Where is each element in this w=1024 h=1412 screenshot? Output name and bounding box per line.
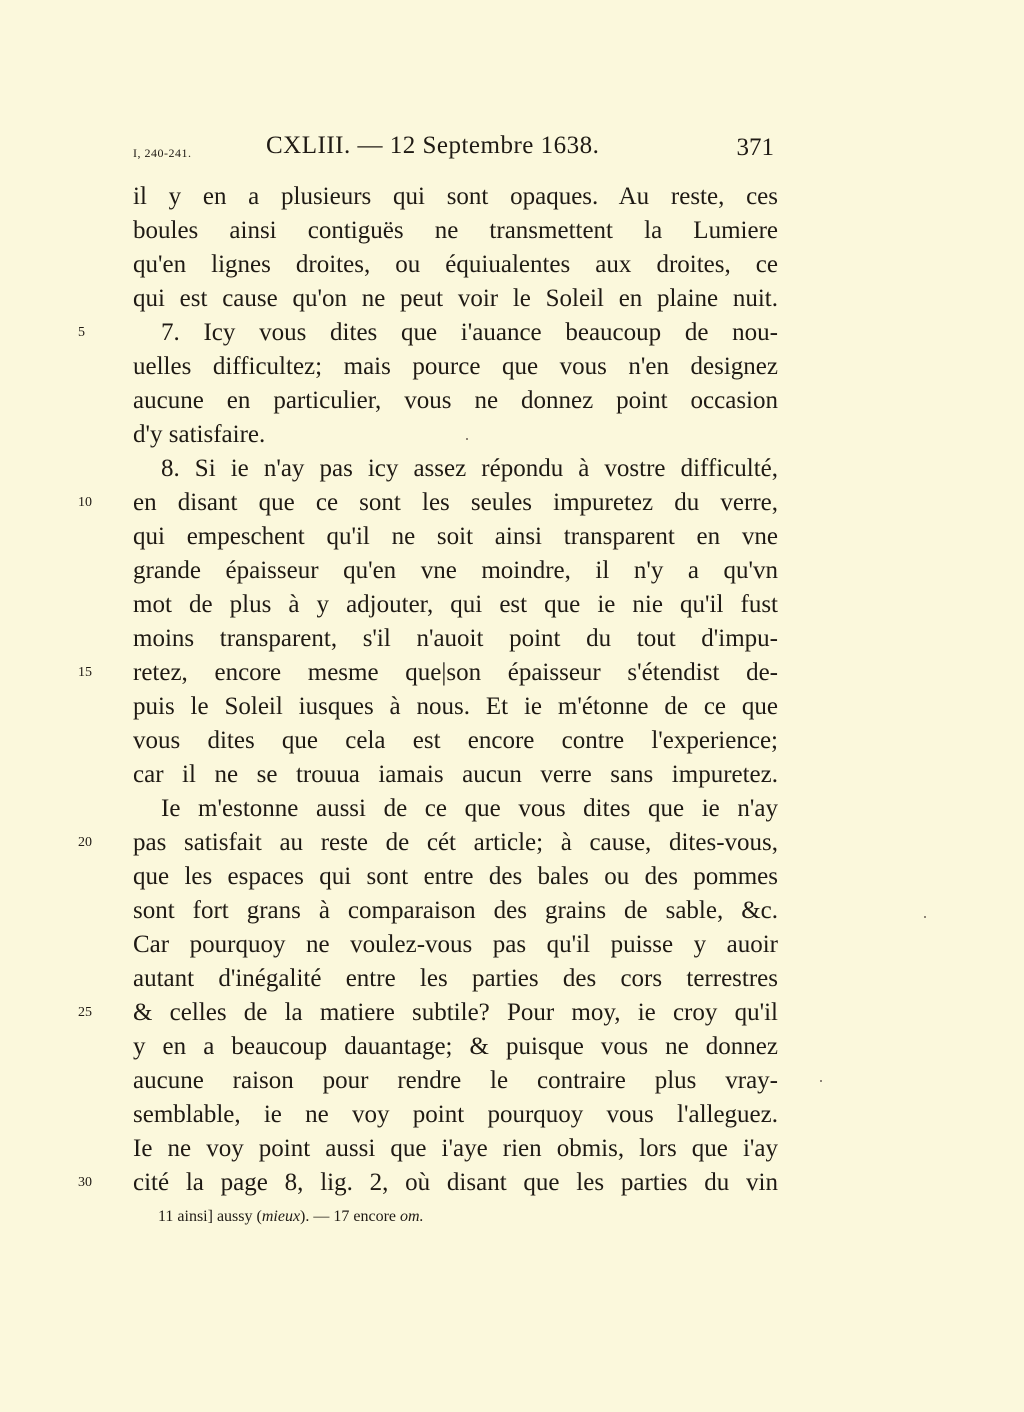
text-line	[133, 214, 778, 248]
line-number: 20	[78, 835, 92, 850]
line-text: Ie m'estonne aussi de ce que vous dites que ie n'ay	[161, 795, 778, 822]
text-line	[133, 894, 778, 928]
line-text: puis le Soleil iusques à nous. Et ie m'étonne de ce que	[133, 693, 778, 720]
volume-reference: I, 240-241.	[133, 146, 192, 160]
text-line	[78, 486, 778, 520]
text-line	[133, 520, 778, 554]
letter-title: CXLIII. — 12 Septembre 1638.	[266, 132, 600, 159]
text-line	[78, 316, 778, 350]
text-line	[133, 248, 778, 282]
line-text: pas satisfait au reste de cét article; à cause, dites-vous,	[133, 829, 778, 856]
line-text: & celles de la matiere subtile? Pour moy, ie croy qu'il	[133, 999, 778, 1026]
line-text: vous dites que cela est encore contre l'experience;	[133, 727, 778, 754]
text-line	[133, 1098, 778, 1132]
text-line	[133, 792, 778, 826]
text-line	[133, 724, 778, 758]
line-text: retez, encore mesme que|son épaisseur s'étendist de-	[133, 659, 778, 686]
footnote-text: ). — 17 encore	[300, 1208, 401, 1225]
running-header	[133, 132, 778, 168]
text-line	[133, 1132, 778, 1166]
line-text: sont fort grans à comparaison des grains de sable, &c.	[133, 897, 778, 924]
text-line	[133, 1030, 778, 1064]
line-text: il y en a plusieurs qui sont opaques. Au reste, ces	[133, 183, 778, 210]
line-text: uelles difficultez; mais pource que vous n'en designez	[133, 353, 778, 380]
line-text: moins transparent, s'il n'auoit point du tout d'impu-	[133, 625, 778, 652]
footnote-text: 11 ainsi] aussy (	[158, 1208, 262, 1225]
line-number: 30	[78, 1175, 92, 1190]
line-text: 7. Icy vous dites que i'auance beaucoup de nou-	[161, 319, 778, 346]
text-line	[78, 1166, 778, 1200]
text-line	[133, 418, 778, 452]
line-text: aucune en particulier, vous ne donnez point occasion	[133, 387, 778, 414]
line-text: boules ainsi contiguës ne transmettent la Lumiere	[133, 217, 778, 244]
text-line	[133, 588, 778, 622]
line-text: qui est cause qu'on ne peut voir le Soleil en plaine nuit.	[133, 285, 778, 312]
line-text: semblable, ie ne voy point pourquoy vous l'alleguez.	[133, 1101, 778, 1128]
text-line	[133, 690, 778, 724]
text-line	[133, 622, 778, 656]
paper-speck	[466, 438, 468, 440]
text-line	[133, 928, 778, 962]
line-text: qui empeschent qu'il ne soit ainsi transparent en vne	[133, 523, 778, 550]
line-number: 10	[78, 495, 92, 510]
text-line	[133, 860, 778, 894]
text-line	[133, 350, 778, 384]
text-line	[78, 656, 778, 690]
footnote-italic: mieux	[261, 1208, 301, 1225]
paper-speck	[924, 916, 926, 918]
line-text: autant d'inégalité entre les parties des cors terrestres	[133, 965, 778, 992]
text-line	[133, 384, 778, 418]
line-text: Car pourquoy ne voulez-vous pas qu'il puisse y auoir	[133, 931, 778, 958]
text-line	[133, 282, 778, 316]
text-line	[133, 1064, 778, 1098]
text-line	[133, 554, 778, 588]
paper-speck	[820, 1080, 822, 1082]
footnote	[158, 1208, 424, 1226]
line-text: cité la page 8, lig. 2, où disant que les parties du vin	[133, 1169, 778, 1196]
text-line	[133, 452, 778, 486]
line-text: qu'en lignes droites, ou équiualentes aux droites, ce	[133, 251, 778, 278]
line-text: que les espaces qui sont entre des bales ou des pommes	[133, 863, 778, 890]
text-line	[133, 758, 778, 792]
line-text: mot de plus à y adjouter, qui est que ie nie qu'il fust	[133, 591, 778, 618]
line-text: grande épaisseur qu'en vne moindre, il n'y a qu'vn	[133, 557, 778, 584]
line-text: car il ne se trouua iamais aucun verre sans impuretez.	[133, 761, 778, 788]
footnote-italic: om.	[400, 1208, 424, 1225]
line-text: Ie ne voy point aussi que i'aye rien obmis, lors que i'ay	[133, 1135, 778, 1162]
line-number: 5	[78, 325, 85, 340]
letter-body	[78, 180, 778, 1200]
line-number: 15	[78, 665, 92, 680]
text-line	[133, 962, 778, 996]
text-line	[78, 826, 778, 860]
line-text: d'y satisfaire.	[133, 421, 266, 448]
page-number: 371	[736, 134, 774, 161]
line-number: 25	[78, 1005, 92, 1020]
text-line	[133, 180, 778, 214]
line-text: y en a beaucoup dauantage; & puisque vous ne donnez	[133, 1033, 778, 1060]
text-line	[78, 996, 778, 1030]
line-text: 8. Si ie n'ay pas icy assez répondu à vostre difficulté,	[161, 455, 778, 482]
line-text: en disant que ce sont les seules impuretez du verre,	[133, 489, 778, 516]
line-text: aucune raison pour rendre le contraire plus vray-	[133, 1067, 778, 1094]
